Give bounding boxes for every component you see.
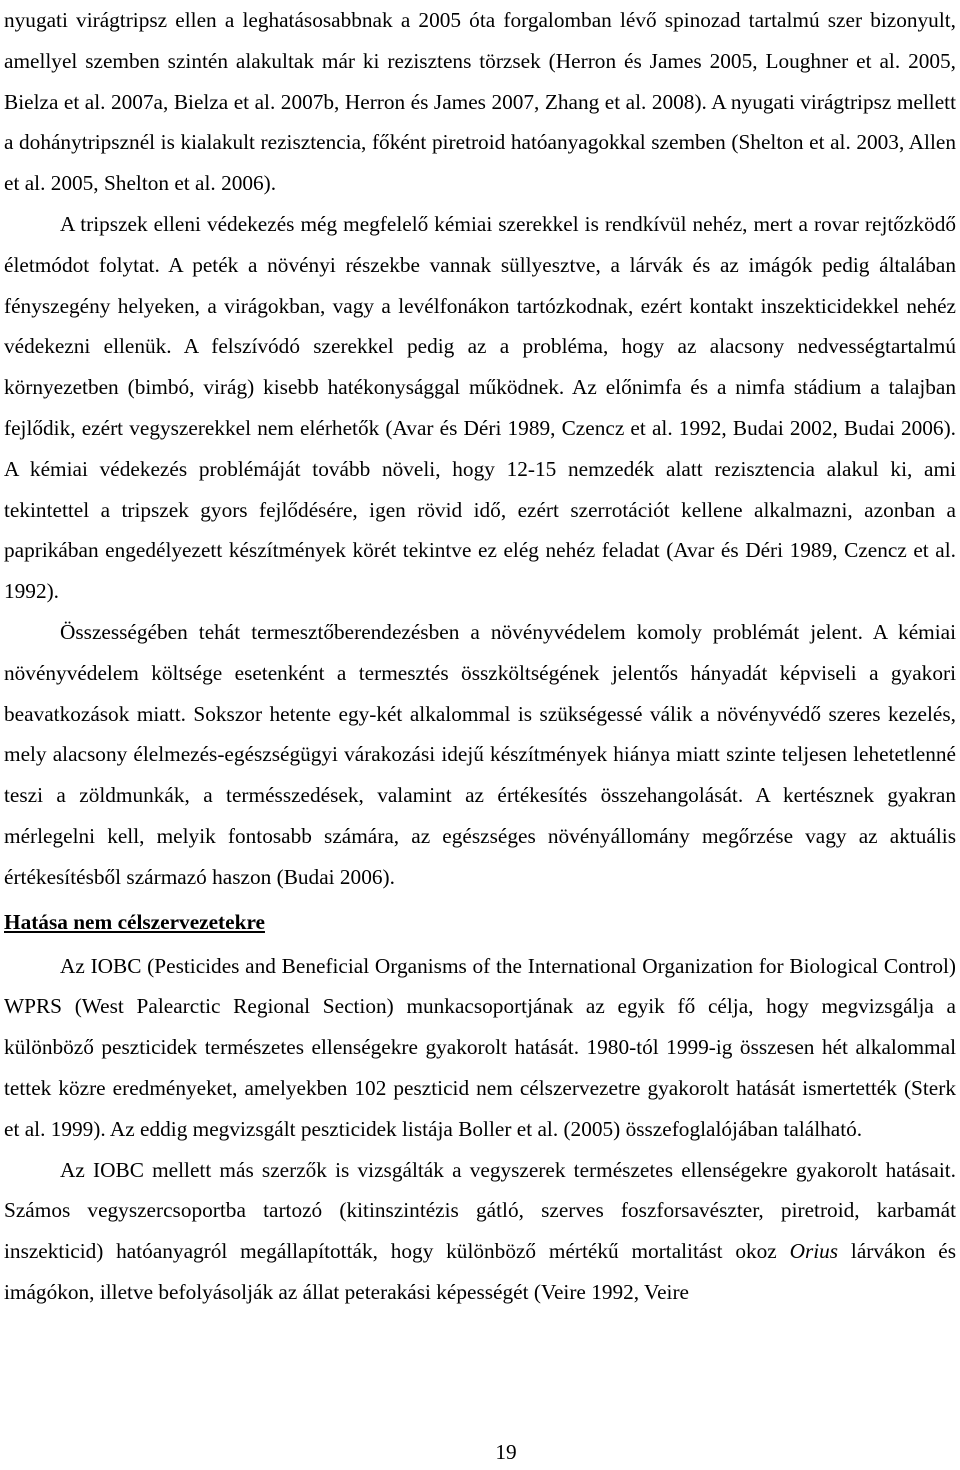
paragraph-1: nyugati virágtripsz ellen a leghatásosabbnak a 2005 óta forgalomban lévő spinozad tartalmú szer bizonyult, amellyel szemben szintén alakultak már ki rezisztens törzsek (Herron és James 2005, Loughner et al. 2005, Bielza et al. 2007a, Bielza et al. 2007b, Herron és James 2007, Zhang et al. 2008). A nyugati virágtripsz mellett a dohánytripsznél is kialakult rezisztencia, főként piretroid hatóanyagokkal szemben (Shelton et al. 2003, Allen et al. 2005, Shelton et al. 2006). (4, 8, 956, 196)
paragraph-4: Az IOBC (Pesticides and Beneficial Organisms of the International Organization for Biological Control) WPRS (West Palearctic Regional Section) munkacsoportjának az egyik fő célja, hogy megvizsgálja a különböző peszticidek természetes ellenségekre gyakorolt hatását. 1980-tól 1999-ig összesen hét alkalommal tettek közre eredményeket, amelyekben 102 peszticid nem célszervezetre gyakorolt hatását ismertették (Sterk et al. 1999). Az eddig megvizsgált peszticidek listája Boller et al. (2005) összefoglalójában található. (4, 953, 956, 1141)
page-number: 19 (495, 1440, 517, 1464)
section-heading: Hatása nem célszervezetekre (4, 909, 265, 934)
paragraph-5-text-after: lárvákon és imágókon, illetve befolyásolják az állat peterakási képességét (Veire 1992, Veire (4, 1239, 956, 1304)
paragraph-5-text-before: Az IOBC mellett más szerzők is vizsgálták a vegyszerek természetes ellenségekre gyakorolt hatásait. Számos vegyszercsoportba tartozó (kitinszintézis gátló, szerves foszforsavészter, piretroid, karbamát inszekticid) hatóanyagról megállapították, hogy különböző mértékű mortalitást okoz (4, 1157, 956, 1264)
paragraph-5-italic-term: Orius (789, 1239, 839, 1264)
paragraph-5 (4, 1150, 956, 1313)
paragraph-3: Összességében tehát termesztőberendezésben a növényvédelem komoly problémát jelent. A kémiai növényvédelem költsége esetenként a termesztés összköltségének jelentős hányadát képviseli a gyakori beavatkozások miatt. Sokszor hetente egy-két alkalommal is szükségessé válik a növényvédő szeres kezelés, mely alacsony élelmezés-egészségügyi várakozási idejű készítmények hiánya miatt szinte teljesen lehetetlenné teszi a zöldmunkák, a termésszedések, valamint az értékesítés összehangolását. A kertésznek gyakran mérlegelni kell, melyik fontosabb számára, az egészséges növényállomány megőrzése vagy az aktuális értékesítésből származó haszon (Budai 2006). (4, 619, 956, 889)
paragraph-2: A tripszek elleni védekezés még megfelelő kémiai szerekkel is rendkívül nehéz, mert a rovar rejtőzködő életmódot folytat. A peték a növényi részekbe vannak süllyesztve, a lárvák és az imágók pedig általában fényszegény helyeken, a virágokban, vagy a levélfonákon tartózkodnak, ezért kontakt inszekticidekkel nehéz védekezni ellenük. A felszívódó szerekkel pedig az a probléma, hogy az alacsony nedvességtartalmú környezetben (bimbó, virág) kisebb hatékonysággal működnek. Az előnimfa és a nimfa stádium a talajban fejlődik, ezért vegyszerekkel nem elérhetők (Avar és Déri 1989, Czencz et al. 1992, Budai 2002, Budai 2006). A kémiai védekezés problémáját tovább növeli, hogy 12-15 nemzedék alatt rezisztencia alakul ki, ami tekintettel a tripszek gyors fejlődésére, igen rövid idő, ezért szerrotációt kellene alkalmazni, azonban a paprikában engedélyezett készítmények körét tekintve ez elég nehéz feladat (Avar és Déri 1989, Czencz et al. 1992). (4, 211, 956, 604)
